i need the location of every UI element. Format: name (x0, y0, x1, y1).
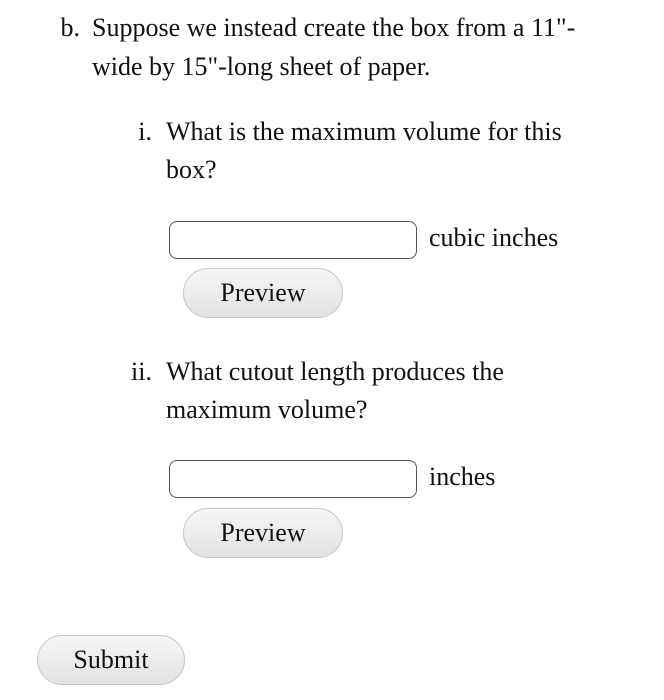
part-b-text-line2: wide by 15"-long sheet of paper. (92, 52, 431, 81)
question-i-marker: i. (138, 117, 152, 146)
cutout-length-input[interactable] (169, 460, 417, 498)
question-i-text-line2: box? (166, 155, 217, 184)
question-ii-marker: ii. (131, 357, 152, 386)
part-b-marker: b. (60, 13, 80, 42)
question-ii-text-line1: What cutout length produces the (166, 357, 504, 386)
part-b-text-line1: Suppose we instead create the box from a 11"- (92, 13, 576, 42)
preview-button-volume[interactable]: Preview (183, 268, 343, 318)
submit-button[interactable]: Submit (37, 635, 185, 685)
max-volume-unit-label: cubic inches (429, 223, 559, 252)
cutout-length-unit-label: inches (429, 462, 496, 491)
question-i-text-line1: What is the maximum volume for this (166, 117, 562, 146)
preview-button-cutout[interactable]: Preview (183, 508, 343, 558)
question-ii-text-line2: maximum volume? (166, 395, 368, 424)
max-volume-input[interactable] (169, 221, 417, 259)
